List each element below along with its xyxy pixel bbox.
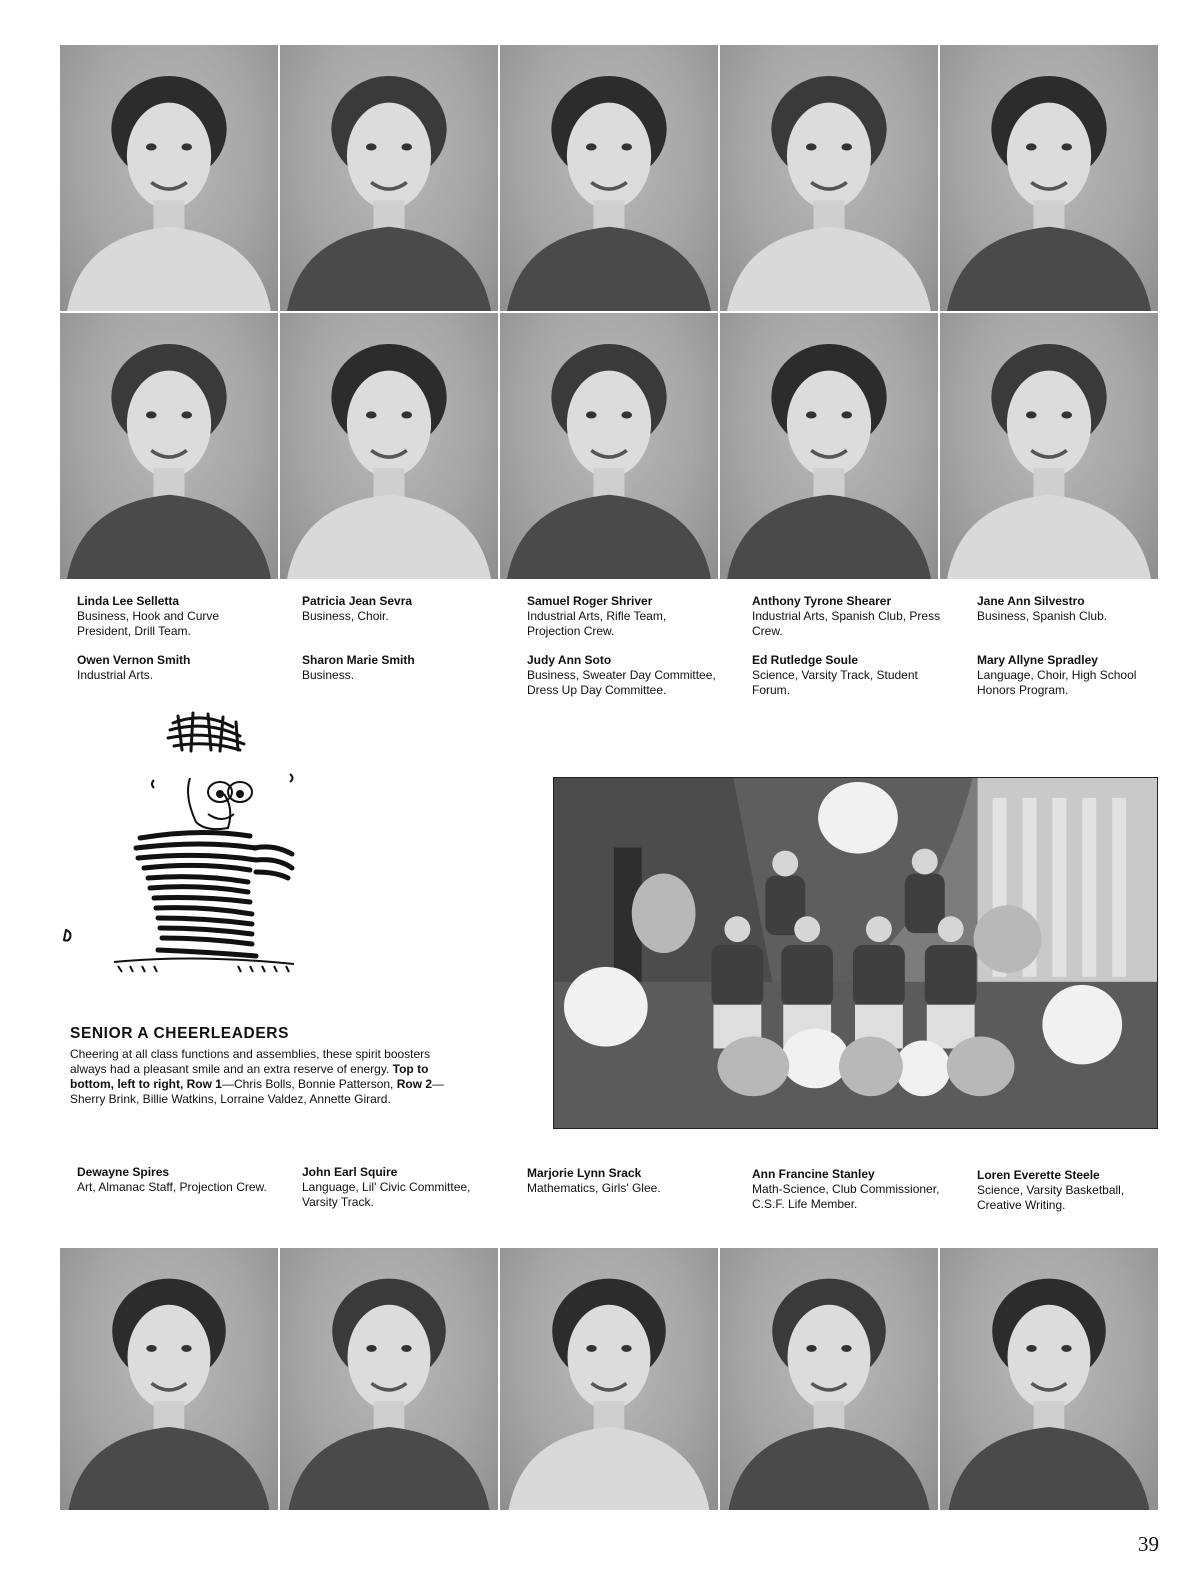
caption-anthony-tyrone-shearer [752,594,942,639]
portrait-silhouette [500,313,718,579]
portrait-silhouette [280,45,498,311]
portrait-silhouette [720,1248,938,1510]
student-activities: Science, Varsity Basketball, Creative Writing. [977,1183,1125,1212]
student-activities: Language, Choir, High School Honors Program. [977,668,1137,697]
cheerleaders-heading: SENIOR A CHEERLEADERS [70,1025,290,1042]
student-activities: Business, Hook and Curve President, Drill Team. [77,609,220,638]
student-name: Loren Everette Steele [977,1168,1100,1182]
caption-linda-lee-selletta [77,594,267,639]
student-activities: Math-Science, Club Commissioner, C.S.F. Life Member. [752,1182,940,1211]
portrait-loren-everette-steele [940,1248,1158,1510]
student-activities: Industrial Arts, Spanish Club, Press Crew. [752,609,941,638]
student-activities: Language, Lil' Civic Committee, Varsity Track. [302,1180,471,1209]
student-name: Ed Rutledge Soule [752,653,859,667]
student-activities: Business, Sweater Day Committee, Dress Up Day Committee. [527,668,716,697]
caption-samuel-roger-shriver [527,594,717,639]
caption-owen-vernon-smith [77,653,267,683]
student-activities: Mathematics, Girls' Glee. [527,1181,661,1195]
caption-loren-everette-steele [977,1168,1157,1213]
caption-ed-rutledge-soule [752,653,942,698]
portrait-owen-vernon-smith [60,313,278,579]
portrait-silhouette [720,313,938,579]
portrait-silhouette [280,313,498,579]
student-name: Mary Allyne Spradley [977,653,1098,667]
caption-mary-allyne-spradley [977,653,1157,698]
portrait-silhouette [60,313,278,579]
student-name: Owen Vernon Smith [77,653,191,667]
portrait-silhouette [940,1248,1158,1510]
cartoon-character-illustration [58,708,318,988]
portrait-silhouette [60,45,278,311]
bottom-portrait-grid [60,1248,1158,1510]
caption-marjorie-lynn-srack [527,1166,717,1196]
student-name: Sharon Marie Smith [302,653,415,667]
portrait-linda-lee-selletta [60,45,278,311]
student-activities: Industrial Arts. [77,668,154,682]
portrait-mary-allyne-spradley [940,313,1158,579]
student-activities: Business, Choir. [302,609,389,623]
portrait-silhouette [720,45,938,311]
portrait-samuel-roger-shriver [500,45,718,311]
cheerleaders-row2-label: Row 2 [396,1077,433,1091]
student-activities: Business. [302,668,355,682]
portrait-silhouette [940,313,1158,579]
portrait-silhouette [500,45,718,311]
student-name: Patricia Jean Sevra [302,594,413,608]
portrait-ed-rutledge-soule [720,313,938,579]
portrait-judy-ann-soto [500,313,718,579]
caption-jane-ann-silvestro [977,594,1157,624]
student-activities: Industrial Arts, Rifle Team, Projection Crew. [527,609,667,638]
caption-dewayne-spires [77,1165,267,1195]
page-number: 39 [1138,1532,1159,1556]
portrait-jane-ann-silvestro [940,45,1158,311]
student-name: Judy Ann Soto [527,653,612,667]
top-portrait-grid [60,45,1158,579]
portrait-dewayne-spires [60,1248,278,1510]
student-name: Dewayne Spires [77,1165,170,1179]
cheerleaders-group-photo [553,777,1158,1129]
portrait-silhouette [940,45,1158,311]
student-name: Jane Ann Silvestro [977,594,1085,608]
caption-patricia-jean-sevra [302,594,492,624]
student-name: John Earl Squire [302,1165,398,1179]
portrait-silhouette [500,1248,718,1510]
caption-sharon-marie-smith [302,653,492,683]
student-name: Anthony Tyrone Shearer [752,594,892,608]
cheerleaders-description [70,1047,450,1107]
cheerleaders-intro: Cheering at all class functions and assemblies, these spirit boosters always had a pleasant smile and an extra reserve of energy. [70,1047,431,1076]
portrait-john-earl-squire [280,1248,498,1510]
student-activities: Art, Almanac Staff, Projection Crew. [77,1180,267,1194]
portrait-silhouette [280,1248,498,1510]
caption-ann-francine-stanley [752,1167,942,1212]
cheerleaders-row2-names: —Sherry Brink, Billie Watkins, Lorraine Valdez, Annette Girard. [70,1077,445,1106]
cheerleaders-row1-label: Top to bottom, left to right, Row 1 [70,1062,429,1091]
portrait-anthony-tyrone-shearer [720,45,938,311]
caption-judy-ann-soto [527,653,717,698]
student-name: Linda Lee Selletta [77,594,180,608]
student-name: Marjorie Lynn Srack [527,1166,642,1180]
portrait-silhouette [60,1248,278,1510]
student-name: Ann Francine Stanley [752,1167,875,1181]
student-activities: Business, Spanish Club. [977,609,1108,623]
portrait-ann-francine-stanley [720,1248,938,1510]
portrait-marjorie-lynn-srack [500,1248,718,1510]
cheerleaders-row1-names: —Chris Bolls, Bonnie Patterson, [221,1077,394,1091]
student-activities: Science, Varsity Track, Student Forum. [752,668,918,697]
student-name: Samuel Roger Shriver [527,594,653,608]
portrait-sharon-marie-smith [280,313,498,579]
portrait-patricia-jean-sevra [280,45,498,311]
caption-john-earl-squire [302,1165,492,1210]
